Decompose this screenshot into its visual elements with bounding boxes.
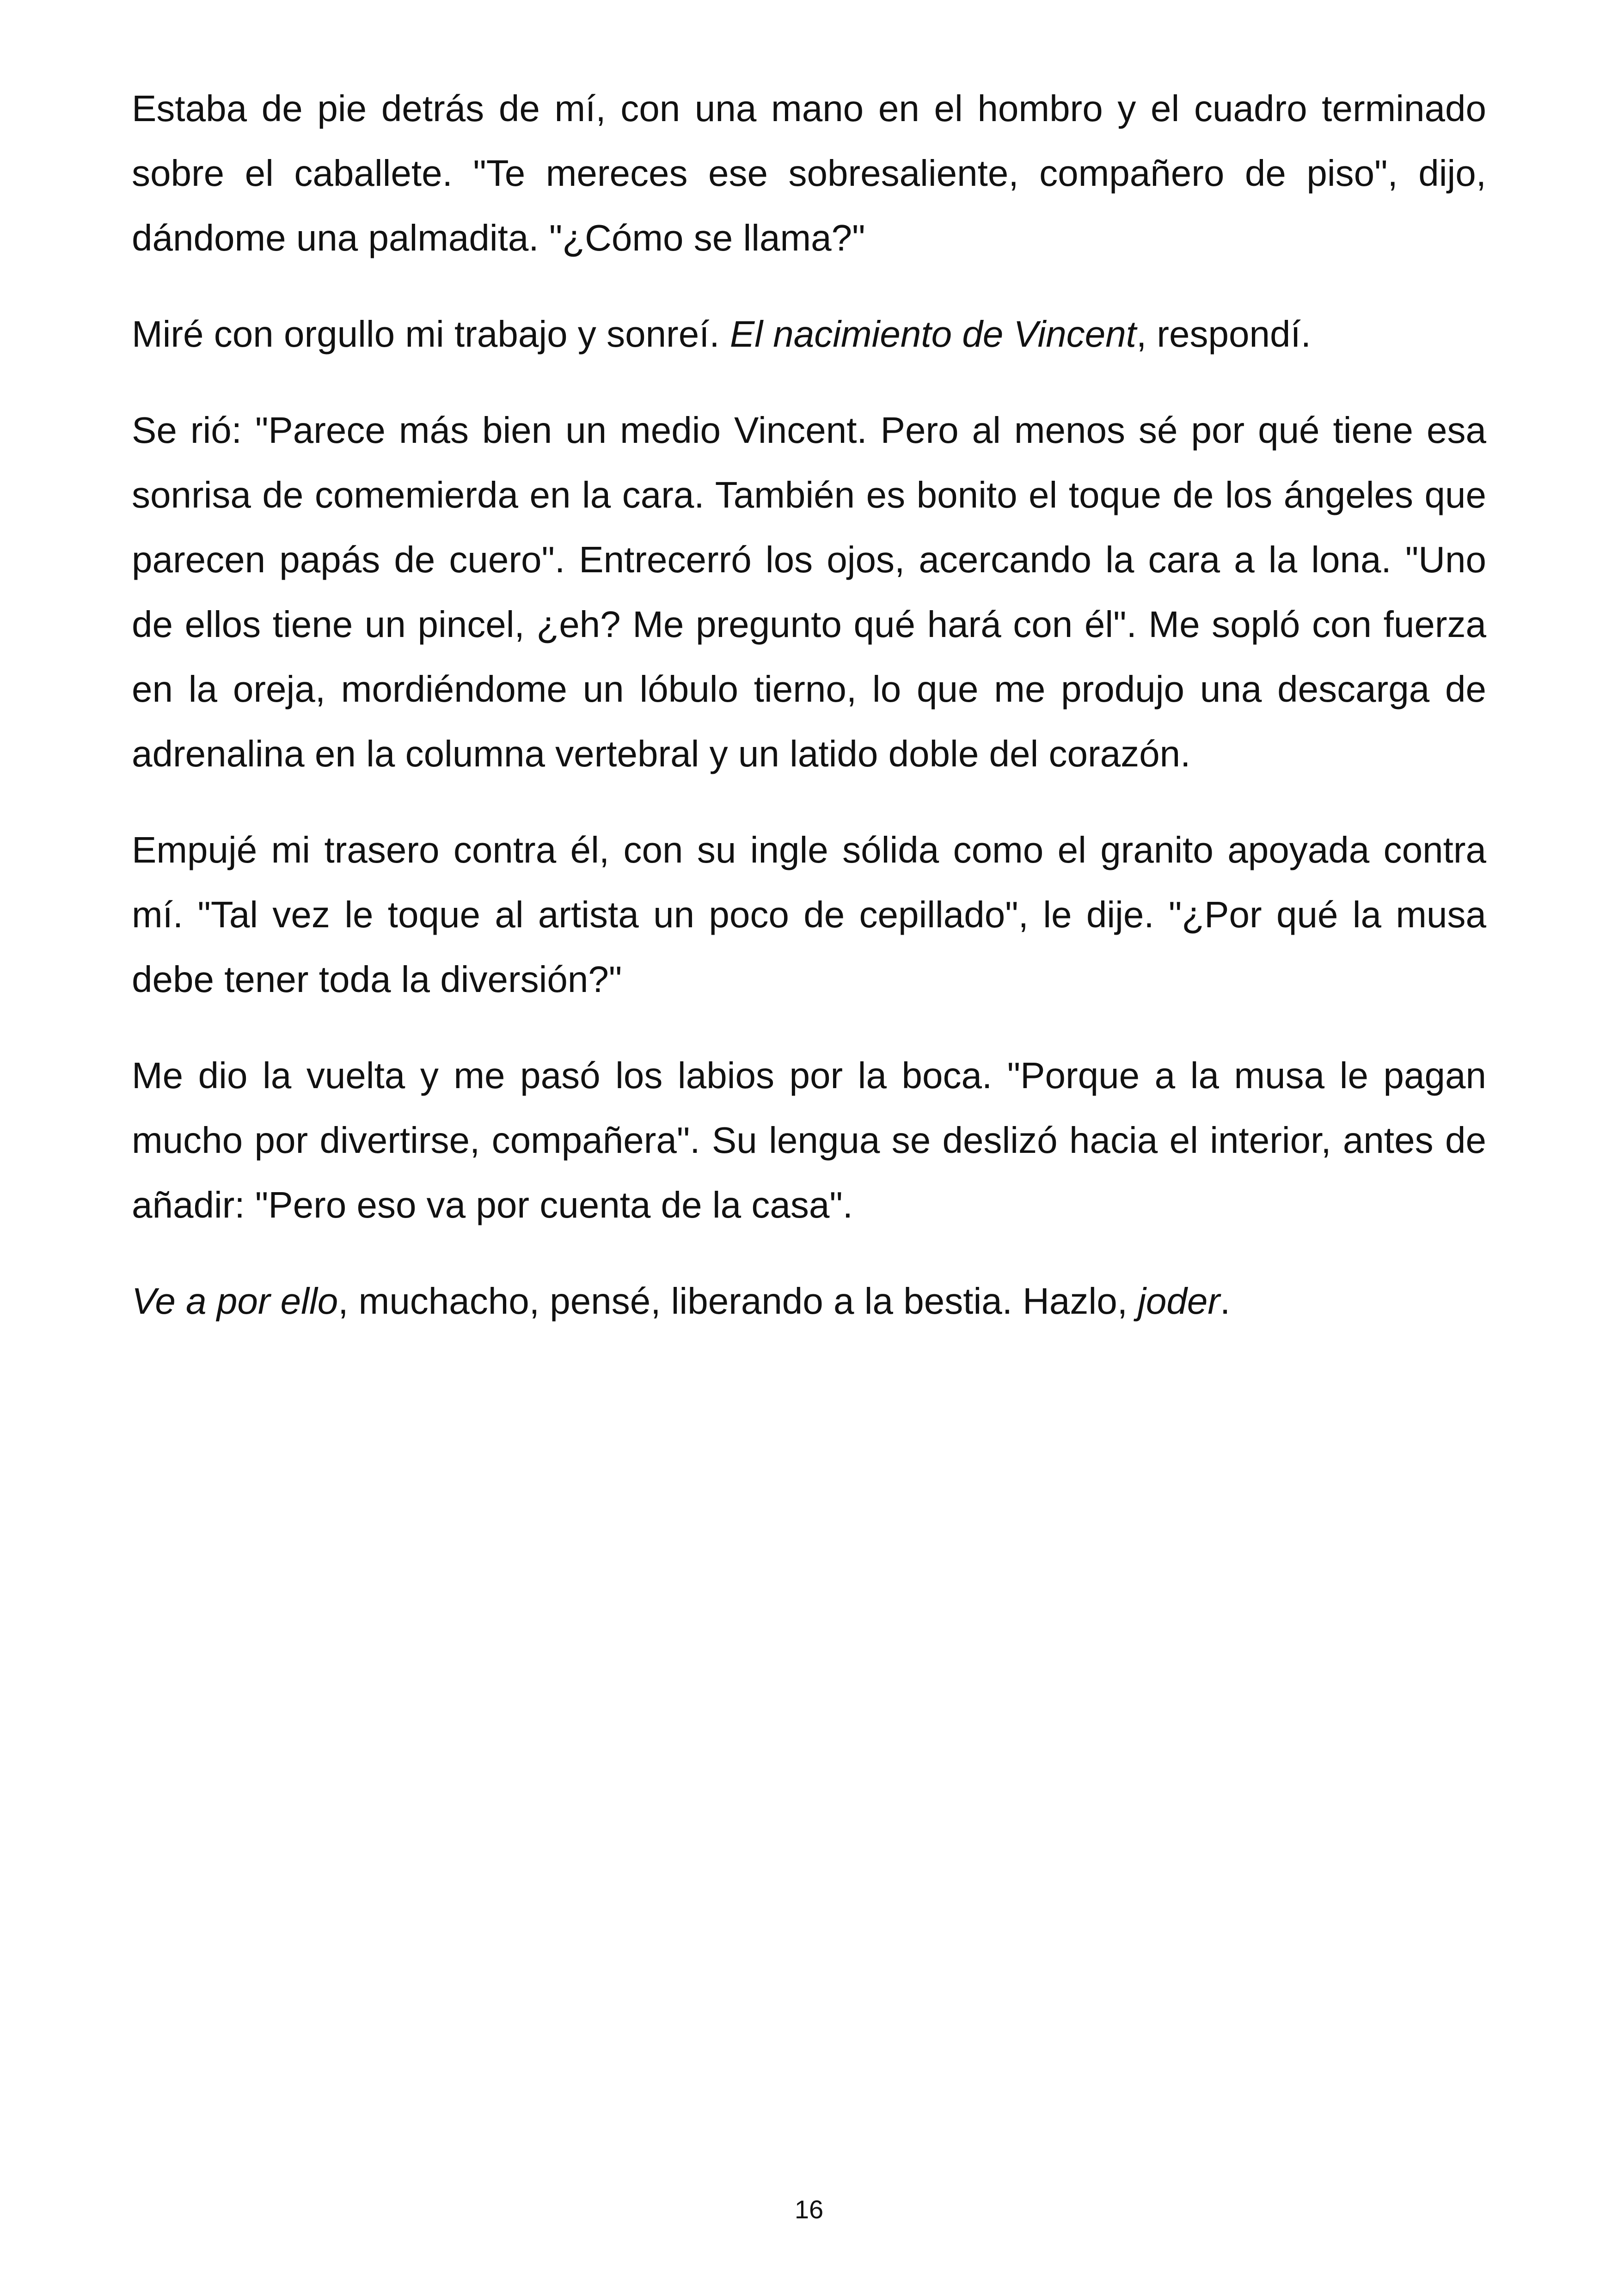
paragraph-3-text: Se rió: "Parece más bien un medio Vincent. Pero al menos sé por qué tiene esa sonrisa de comemierda en la cara. También es bonito el toque de los ángeles que parecen papás de cuero". Entrecerró los ojos, acercando la cara a la lona. "Uno de ellos tiene un pincel, ¿eh? Me pregunto qué hará con él". Me sopló con fuerza en la oreja, mordiéndome un lóbulo tierno, lo que me produjo una descarga de adrenalina en la columna vertebral y un latido doble del corazón. bbox=[132, 410, 1486, 774]
paragraph-2 bbox=[132, 302, 1486, 367]
body-text bbox=[132, 76, 1486, 1365]
paragraph-6-text-b: . bbox=[1220, 1280, 1231, 1322]
paragraph-3 bbox=[132, 398, 1486, 786]
artwork-title: El nacimiento de Vincent bbox=[729, 313, 1136, 355]
paragraph-1 bbox=[132, 76, 1486, 270]
paragraph-6-text-a: , muchacho, pensé, liberando a la bestia. Hazlo, bbox=[338, 1280, 1138, 1322]
paragraph-2-text-b: , respondí. bbox=[1136, 313, 1311, 355]
paragraph-4-text: Empujé mi trasero contra él, con su ingle sólida como el granito apoyada contra mí. "Tal vez le toque al artista un poco de cepillado", le dije. "¿Por qué la musa debe tener toda la diversión?" bbox=[132, 829, 1486, 1000]
paragraph-6 bbox=[132, 1269, 1486, 1334]
paragraph-1-text: Estaba de pie detrás de mí, con una mano en el hombro y el cuadro terminado sobre el caballete. "Te mereces ese sobresaliente, compañero de piso", dijo, dándome una palmadita. "¿Cómo se llama?" bbox=[132, 88, 1486, 258]
paragraph-6-italic-a: Ve a por ello bbox=[132, 1280, 338, 1322]
paragraph-4 bbox=[132, 818, 1486, 1012]
paragraph-6-italic-b: joder bbox=[1138, 1280, 1220, 1322]
paragraph-5 bbox=[132, 1043, 1486, 1237]
paragraph-5-text: Me dio la vuelta y me pasó los labios por la boca. "Porque a la musa le pagan mucho por divertirse, compañera". Su lengua se deslizó hacia el interior, antes de añadir: "Pero eso va por cuenta de la casa". bbox=[132, 1055, 1486, 1225]
paragraph-2-text-a: Miré con orgullo mi trabajo y sonreí. bbox=[132, 313, 730, 355]
page-number: 16 bbox=[794, 2195, 824, 2224]
